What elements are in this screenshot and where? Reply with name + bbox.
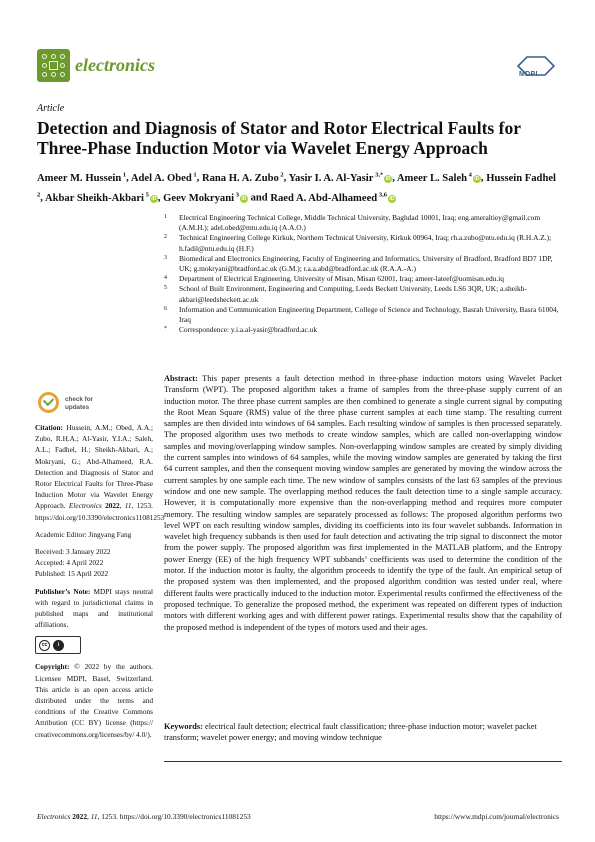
author[interactable] <box>397 173 481 184</box>
author-name: Akbar Sheikh-Akbari <box>44 192 144 204</box>
affiliation-number: 4 <box>164 275 167 282</box>
received-date: Received: 3 January 2022 <box>35 547 111 557</box>
abstract <box>164 373 562 633</box>
author-name: Ameer M. Hussein <box>37 172 122 184</box>
publisher-name: MDPI <box>519 71 538 78</box>
affiliation-item <box>164 233 564 253</box>
author-name: Adel A. Obed <box>130 172 192 184</box>
affiliation-number: 3 <box>164 254 167 261</box>
check-label: check for <box>65 396 93 403</box>
affiliations <box>164 213 564 335</box>
citation-journal: Electronics <box>68 501 102 511</box>
affiliation-text: Department of Electrical Engineering, University of Misan, Misan 62001, Iraq; ameer-lateef@uomisan.edu.iq <box>179 274 504 284</box>
citation-year: 2022 <box>105 501 120 511</box>
academic-editor: Academic Editor: Jingyang Fang <box>35 529 132 539</box>
abstract-label: Abstract: <box>164 374 198 383</box>
affiliation-number: * <box>164 326 167 333</box>
check-for-updates-button[interactable] <box>38 392 153 422</box>
footer-year: 2022 <box>72 812 88 821</box>
author[interactable] <box>131 173 197 184</box>
article-title: Detection and Diagnosis of Stator and Rotor Electrical Faults for Three-Phase Induction Motor via Wavelet Energy Approach <box>37 118 521 158</box>
journal-name: electronics <box>75 55 155 75</box>
publisher-note-text: MDPI stays neutral with regard to jurisdictional claims in published maps and institutional affiliations. <box>35 586 153 630</box>
affiliation-text: Biomedical and Electronics Engineering, Faculty of Engineering and Informatics, University of Bradford, Bradford BD7 1DP, UK; g.mokryani@bradford.ac.uk (G.M.); r.a.a.abd@bradford.ac.uk (R.A.A.-A.) <box>179 253 553 274</box>
publisher-note-label: Publisher’s Note: <box>35 586 91 596</box>
orcid-icon[interactable]: iD <box>385 175 391 182</box>
published-date: Published: 15 April 2022 <box>35 569 109 579</box>
keywords-label: Keywords: <box>164 722 203 731</box>
orcid-icon[interactable]: iD <box>474 175 480 182</box>
footer-citation: Electronics 2022, 11, 1253. https://doi.org/10.3390/electronics11081253 <box>37 812 251 821</box>
author[interactable] <box>45 193 158 204</box>
keywords <box>164 721 562 744</box>
affiliation-number: 2 <box>164 234 167 241</box>
affiliation-item <box>164 325 564 335</box>
check-updates-icon <box>38 392 59 413</box>
keywords-text: electrical fault detection; electrical fault classification; three-phase induction motor; wavelet packet transform; wavelet power energy; and moving window technique <box>164 722 537 743</box>
affiliation-text: Technical Engineering College Kirkuk, Northern Technical University, Kirkuk 00964, Iraq; rh.a.zubo@ntu.edu.iq (R.H.A.Z.); h.fadil@ntu.edu.iq (H.F.) <box>179 233 552 253</box>
footer-volume: 11 <box>90 812 98 821</box>
footer-journal: Electronics <box>37 812 71 821</box>
citation-volume: 11 <box>124 501 132 511</box>
affiliation-item <box>164 213 564 233</box>
author-name: Hussein Fadhel <box>486 172 556 184</box>
author-list: Ameer M. Hussein $^1$, Adel A. Obed $^1$, Rana H. A. Zubo $^2$, Yasir I. A. Al-Yasir $^{3,*}$iD , Ameer L. Saleh $^4$iD , Hussein Fadhel $^2$, Akbar Sheikh-Akbari $^5$iD , Geev Mokryani $^3$iD and Raed A. Abd-Alhameed $^{3,6}$iD <box>37 171 556 204</box>
affiliation-number: 1 <box>164 214 167 220</box>
citation-text: Hussein, A.M.; Obed, A.A.; Zubo, R.H.A.; Al-Yasir, Y.I.A.; Saleh, A.L.; Fadhel, H.; Sheikh-Akbari, A.; Mokryani, G.; Abd-Alhameed, R.A. Detection and Diagnosis of Stator and Rotor Electrical Faults for Three-Phase Induction Motor via Wavelet Energy Approach. <box>35 423 154 511</box>
footer-doi-link[interactable]: , 1253. https://doi.org/10.3390/electronics11081253 <box>97 812 251 821</box>
author[interactable] <box>37 173 126 184</box>
affiliation-text: Electrical Engineering Technical College, Middle Technical University, Baghdad 10001, Iraq; eng.ameraltiey@gmail.com (A.M.H.); adel.obed@mtu.edu.iq (A.A.O.) <box>179 213 541 233</box>
orcid-icon[interactable]: iD <box>151 195 157 202</box>
divider <box>164 761 562 762</box>
author-affiliation: 3 <box>234 191 239 199</box>
copyright <box>35 661 153 739</box>
orcid-icon[interactable]: iD <box>389 195 395 202</box>
orcid-icon[interactable]: iD <box>241 195 247 202</box>
author-name: Rana H. A. Zubo <box>201 172 279 184</box>
author-name: Geev Mokryani <box>163 192 235 204</box>
affiliation-number: 5 <box>164 285 167 292</box>
author-affiliation: 1 <box>121 171 127 178</box>
author[interactable] <box>202 173 284 184</box>
citation-label: Citation: <box>35 423 63 432</box>
copyright-text: © 2022 by the authors. Licensee MDPI, Basel, Switzerland. This article is an open access article distributed under the terms and conditions of the Creative Commons Attribution (CC BY) license (https:// creativecommons.org/licenses/by/ 4.0/). <box>35 662 154 739</box>
author-affiliation: 2 <box>278 171 284 178</box>
sidebar <box>35 392 165 746</box>
author-name: Ameer L. Saleh <box>396 172 468 184</box>
author-affiliation: 5 <box>143 191 149 199</box>
updates-label: updates <box>65 403 90 411</box>
publisher-note <box>35 586 153 631</box>
footer-journal-url[interactable]: https://www.mdpi.com/journal/electronics <box>434 812 559 821</box>
author-affiliation: 4 <box>467 171 472 178</box>
affiliation-item <box>164 274 564 284</box>
author[interactable] <box>270 193 396 204</box>
citation: Citation: Hussein, A.M.; Obed, A.A.; Zubo, R.H.A.; Al-Yasir, Y.I.A.; Saleh, A.L.; Fadhel, H.; Sheikh-Akbari, A.; Mokryani, G.; Abd-Alhameed, R.A. Detection and Diagnosis of Stator and Rotor Electrical Faults for Three-Phase Induction Motor via Wavelet Energy Approach. Electronics 2022, 11, 1253. https://doi.org/10.3390/electronics11081253 <box>35 423 165 522</box>
cc-by-license-icon[interactable]: cc i <box>35 636 81 654</box>
accepted-date: Accepted: 4 April 2022 <box>35 558 104 568</box>
author-affiliation: 2 <box>37 191 41 199</box>
abstract-text: This paper presents a fault detection method in three-phase induction motors using Wavelet Packet Transform (WPT). The proposed algorithm takes a frame of samples from the three-phase supply current of an induction motor. The three phase current samples are then combined to generate a single current signal by computing the Root Mean Square (RMS) value of the three phase current samples at each time stamp. The resulting current samples are then divided into windows of 64 samples. Each resulting window of samples is then processed separately. The proposed algorithm uses two methods to create window samples, which are called non-overlapping window samples and moving/overlapping window samples. Non-overlapping window samples are created by simply dividing the current samples into windows of 64 samples, while the moving window samples are generated by taking the first 64 current samples, and then the consequent moving window samples are generated by moving the window across the current samples by one sample each time. The new window of samples consists of the last 63 samples of the previous window and one new sample. The overlapping method reduces the fault detection time to a single sample accuracy. However, it is computationally more expensive than the non-overlapping method and requires more computer memory. The resulting window samples are separately processed as follows: The proposed algorithm performs two level WPT on each resulting window samples, dividing its coefficients into its four wavelet subbands. Information in wavelet high frequency subbands is then used for fault detection and activating the trip signal to disconnect the motor from the power supply. The proposed algorithm was first implemented in the MATLAB platform, and the Entropy power Energy (EE) of the high frequency WPT subbands’ coefficients was used to determine the condition of the motor. If the induction motor is faulty, the algorithm proceeds to identify the type of the fault. An empirical setup of the proposed system was then implemented, and the proposed algorithm condition was tested under real, where different faults were practically induced to the induction motor. Experimental results confirmed the effectiveness of the proposed technique. To generalize the proposed method, the experiment was repeated on different types of induction motors with different working ages and with different power ratings. Experimental results show that the capability of the proposed method is independent of the types of motors used and their ages. <box>164 374 563 632</box>
author[interactable] <box>163 193 248 204</box>
affiliation-item <box>164 284 564 304</box>
journal-logo-icon <box>37 49 70 82</box>
author-name: Yasir I. A. Al-Yasir <box>288 172 374 184</box>
affiliation-item <box>164 305 564 325</box>
author-name: Raed A. Abd-Alhameed <box>270 192 378 204</box>
author-affiliation: 3,* <box>373 171 384 178</box>
affiliation-number: 6 <box>164 305 167 312</box>
author-affiliation: 3,6 <box>377 191 387 199</box>
affiliation-text: Correspondence: y.i.a.al-yasir@bradford.ac.uk <box>179 325 318 335</box>
author-affiliation: 1 <box>191 171 197 178</box>
affiliation-text: School of Built Environment, Engineering and Computing, Leeds Beckett University, Leeds LS6 3QR, UK; a.sheikh-akbari@leedsbeckett.ac.uk <box>179 284 527 304</box>
article-type: Article <box>37 103 65 114</box>
copyright-label: Copyright: <box>35 662 70 672</box>
affiliation-text: Information and Communication Engineering Department, College of Science and Technology, Basrah University, Basra 61004, Iraq <box>179 304 559 325</box>
author[interactable] <box>289 173 393 184</box>
affiliation-item <box>164 254 564 274</box>
citation-doi[interactable]: , 1253. https://doi.org/10.3390/electronics11081253 <box>35 501 165 522</box>
